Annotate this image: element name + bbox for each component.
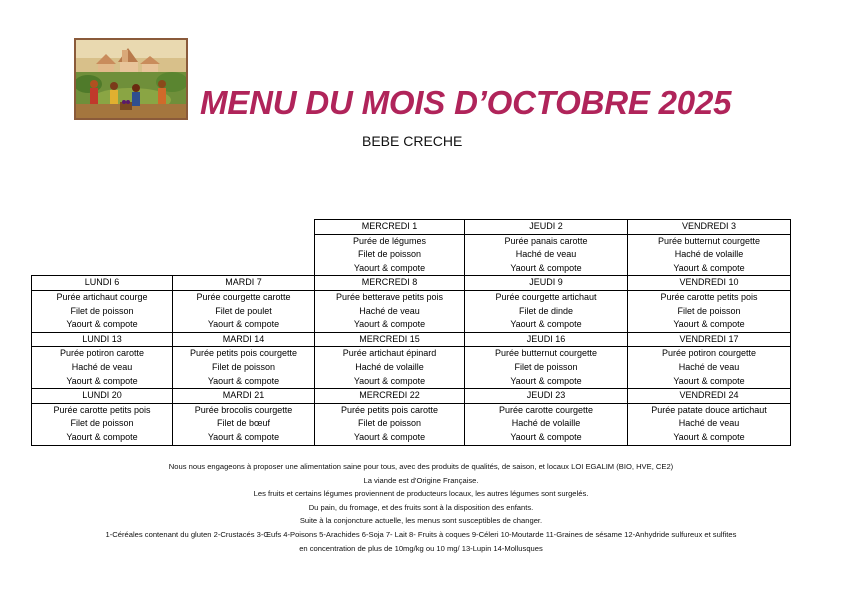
note-line: Les fruits et certains légumes proviennent de producteurs locaux, les autres légumes sont surgelés. xyxy=(253,489,589,499)
day-menu xyxy=(465,290,628,332)
dish-item: Haché de volaille xyxy=(511,418,581,429)
day-label: MERCREDI 15 xyxy=(315,332,465,347)
dish-item: Yaourt & compote xyxy=(207,431,280,442)
dish-item: Yaourt & compote xyxy=(510,375,582,386)
day-label: VENDREDI 24 xyxy=(628,389,791,404)
dish-item: Purée butternut courgette xyxy=(657,235,761,246)
note-line: 1-Céréales contenant du gluten 2-Crustacés 3-Œufs 4-Poisons 5-Arachides 6-Soja 7- Lait 8- Fruits à coques 9-Céleri 10-Moutarde 11-Graines de sésame 12-Anhydride sulfureux et sulfites xyxy=(105,529,737,539)
dish-item: Haché de veau xyxy=(678,361,740,372)
day-label: JEUDI 2 xyxy=(465,220,628,235)
dish-item: Yaourt & compote xyxy=(66,319,138,330)
dish-item: Yaourt & compote xyxy=(353,431,426,442)
dish-item: Haché de veau xyxy=(515,249,577,260)
note-line: La viande est d'Origine Française. xyxy=(363,475,479,485)
day-label: VENDREDI 17 xyxy=(628,332,791,347)
day-label: JEUDI 16 xyxy=(465,332,628,347)
day-label: MERCREDI 22 xyxy=(315,389,465,404)
dish-item: Yaourt & compote xyxy=(353,375,426,386)
dish-item: Yaourt & compote xyxy=(673,319,745,330)
day-label: MARDI 14 xyxy=(173,332,315,347)
dish-item: Filet de bœuf xyxy=(216,418,271,429)
empty-cell xyxy=(173,234,315,276)
day-menu xyxy=(173,290,315,332)
dish-item: Yaourt & compote xyxy=(66,375,138,386)
dish-item: Yaourt & compote xyxy=(673,431,745,442)
day-menu xyxy=(628,290,791,332)
empty-cell xyxy=(173,220,315,235)
dish-item: Yaourt & compote xyxy=(510,431,582,442)
day-menu xyxy=(32,347,173,389)
dish-item: Purée petits pois courgette xyxy=(189,348,298,359)
week-header-row xyxy=(32,332,791,347)
day-label: VENDREDI 10 xyxy=(628,276,791,291)
day-menu xyxy=(315,290,465,332)
dish-item: Purée brocolis courgette xyxy=(194,404,293,415)
day-menu xyxy=(465,234,628,276)
dish-item: Filet de poisson xyxy=(514,361,578,372)
dish-item: Yaourt & compote xyxy=(353,262,426,273)
page-subtitle: BEBE CRECHE xyxy=(362,133,463,149)
day-menu xyxy=(628,347,791,389)
dish-item: Yaourt & compote xyxy=(673,375,745,386)
note-line: Suite à la conjoncture actuelle, les menus sont susceptibles de changer. xyxy=(299,516,543,526)
week-header-row xyxy=(32,276,791,291)
week-menu-row xyxy=(32,403,791,445)
dish-item: Filet de poulet xyxy=(215,305,272,316)
day-label: JEUDI 23 xyxy=(465,389,628,404)
day-menu xyxy=(465,347,628,389)
dish-item: Purée betterave petits pois xyxy=(335,291,444,302)
day-menu xyxy=(32,403,173,445)
village-painting-logo xyxy=(74,38,188,120)
dish-item: Haché de veau xyxy=(71,361,133,372)
notes-block xyxy=(0,460,842,555)
dish-item: Filet de poisson xyxy=(677,305,741,316)
dish-item: Yaourt & compote xyxy=(673,262,745,273)
dish-item: Yaourt & compote xyxy=(510,262,582,273)
day-menu xyxy=(173,403,315,445)
dish-item: Yaourt & compote xyxy=(207,319,280,330)
dish-item: Purée patate douce artichaut xyxy=(651,404,767,415)
page-title: MENU DU MOIS D’OCTOBRE 2025 xyxy=(200,84,732,121)
day-menu xyxy=(628,234,791,276)
dish-item: Haché de volaille xyxy=(355,361,424,372)
day-label: MERCREDI 1 xyxy=(315,220,465,235)
dish-item: Filet de poisson xyxy=(70,418,134,429)
dish-item: Filet de poisson xyxy=(357,418,422,429)
dish-item: Filet de dinde xyxy=(518,305,574,316)
day-menu xyxy=(315,234,465,276)
week-header-row xyxy=(32,220,791,235)
dish-item: Filet de poisson xyxy=(211,361,276,372)
dish-item: Purée potiron courgette xyxy=(661,348,757,359)
note-line: Nous nous engageons à proposer une alimentation saine pour tous, avec des produits de qualités, de saison, et locaux LOI EGALIM (BIO, HVE, CE2) xyxy=(168,462,674,471)
day-label: MERCREDI 8 xyxy=(315,276,465,291)
day-label: MARDI 7 xyxy=(173,276,315,291)
day-label: MARDI 21 xyxy=(173,389,315,404)
empty-cell xyxy=(32,220,173,235)
day-menu xyxy=(628,403,791,445)
dish-item: Purée petits pois carotte xyxy=(340,404,439,415)
dish-item: Haché de volaille xyxy=(674,249,744,260)
dish-item: Purée courgette artichaut xyxy=(495,291,597,302)
dish-item: Yaourt & compote xyxy=(353,319,426,330)
dish-item: Filet de poisson xyxy=(70,305,134,316)
week-menu-row xyxy=(32,347,791,389)
note-line: Du pain, du fromage, et des fruits sont à la disposition des enfants. xyxy=(308,502,534,512)
dish-item: Purée panais carotte xyxy=(504,235,588,246)
day-label: LUNDI 6 xyxy=(32,276,173,291)
dish-item: Purée de légumes xyxy=(352,235,427,246)
day-label: LUNDI 20 xyxy=(32,389,173,404)
week-menu-row xyxy=(32,234,791,276)
dish-item: Filet de poisson xyxy=(357,249,422,260)
dish-item: Purée butternut courgette xyxy=(494,348,598,359)
dish-item: Yaourt & compote xyxy=(510,319,582,330)
dish-item: Purée courgette carotte xyxy=(196,291,291,302)
menu-table xyxy=(31,219,791,446)
day-menu xyxy=(32,290,173,332)
note-line: en concentration de plus de 10mg/kg ou 10 mg/ 13-Lupin 14-Mollusques xyxy=(299,543,543,553)
dish-item: Purée artichaut courge xyxy=(56,291,148,302)
day-menu xyxy=(315,347,465,389)
day-menu xyxy=(465,403,628,445)
day-label: VENDREDI 3 xyxy=(628,220,791,235)
empty-cell xyxy=(32,234,173,276)
dish-item: Purée carotte courgette xyxy=(498,404,594,415)
dish-item: Yaourt & compote xyxy=(66,431,138,442)
dish-item: Haché de veau xyxy=(678,418,740,429)
day-menu xyxy=(173,347,315,389)
dish-item: Haché de veau xyxy=(359,305,420,316)
week-menu-row xyxy=(32,290,791,332)
week-header-row xyxy=(32,389,791,404)
dish-item: Yaourt & compote xyxy=(207,375,280,386)
day-label: JEUDI 9 xyxy=(465,276,628,291)
dish-item: Purée carotte petits pois xyxy=(660,291,758,302)
dish-item: Purée artichaut épinard xyxy=(342,348,437,359)
dish-item: Purée potiron carotte xyxy=(59,348,145,359)
dish-item: Purée carotte petits pois xyxy=(53,404,151,415)
day-menu xyxy=(315,403,465,445)
day-label: LUNDI 13 xyxy=(32,332,173,347)
